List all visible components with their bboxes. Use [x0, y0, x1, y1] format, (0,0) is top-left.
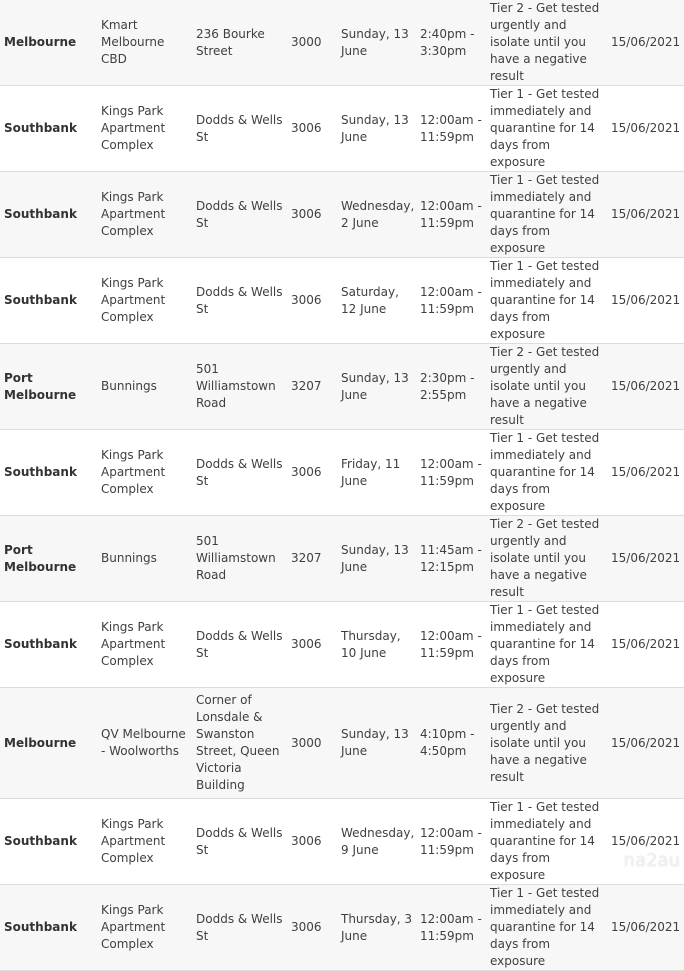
address-cell: Dodds & Wells St — [192, 258, 287, 344]
site-cell: Kings Park Apartment Complex — [97, 885, 192, 971]
suburb-cell: Melbourne — [0, 0, 97, 86]
exposure-time-cell: 12:00am - 11:59pm — [416, 885, 486, 971]
health-advice-cell: Tier 1 - Get tested immediately and quarantine for 14 days from exposure — [486, 172, 607, 258]
postcode-cell: 3006 — [287, 258, 337, 344]
exposure-time-cell: 4:10pm - 4:50pm — [416, 688, 486, 799]
exposure-time-cell: 2:30pm - 2:55pm — [416, 344, 486, 430]
exposure-date-cell: Wednesday, 9 June — [337, 799, 416, 885]
table-row — [0, 344, 684, 430]
date-added-cell: 15/06/2021 — [607, 258, 684, 344]
postcode-cell: 3006 — [287, 799, 337, 885]
address-cell: Dodds & Wells St — [192, 172, 287, 258]
table-row — [0, 688, 684, 799]
address-cell: Dodds & Wells St — [192, 602, 287, 688]
exposure-date-cell: Saturday, 12 June — [337, 258, 416, 344]
postcode-cell: 3207 — [287, 516, 337, 602]
exposure-time-cell: 12:00am - 11:59pm — [416, 86, 486, 172]
suburb-cell: Southbank — [0, 86, 97, 172]
postcode-cell: 3006 — [287, 172, 337, 258]
exposure-time-cell: 12:00am - 11:59pm — [416, 172, 486, 258]
health-advice-cell: Tier 1 - Get tested immediately and quarantine for 14 days from exposure — [486, 885, 607, 971]
date-added-cell: 15/06/2021 — [607, 602, 684, 688]
exposure-time-cell: 2:40pm - 3:30pm — [416, 0, 486, 86]
site-cell: Kings Park Apartment Complex — [97, 430, 192, 516]
exposure-date-cell: Friday, 11 June — [337, 430, 416, 516]
address-cell: Dodds & Wells St — [192, 86, 287, 172]
table-row — [0, 258, 684, 344]
health-advice-cell: Tier 1 - Get tested immediately and quarantine for 14 days from exposure — [486, 430, 607, 516]
health-advice-cell: Tier 1 - Get tested immediately and quarantine for 14 days from exposure — [486, 258, 607, 344]
exposure-date-cell: Sunday, 13 June — [337, 86, 416, 172]
exposure-date-cell: Sunday, 13 June — [337, 0, 416, 86]
site-cell: Kmart Melbourne CBD — [97, 0, 192, 86]
date-added-cell: 15/06/2021 — [607, 688, 684, 799]
site-cell: Bunnings — [97, 516, 192, 602]
exposure-date-cell: Sunday, 13 June — [337, 516, 416, 602]
postcode-cell: 3006 — [287, 602, 337, 688]
postcode-cell: 3006 — [287, 86, 337, 172]
address-cell: 236 Bourke Street — [192, 0, 287, 86]
suburb-cell: Southbank — [0, 602, 97, 688]
postcode-cell: 3006 — [287, 430, 337, 516]
date-added-cell: 15/06/2021 — [607, 516, 684, 602]
site-cell: Kings Park Apartment Complex — [97, 258, 192, 344]
site-cell: Kings Park Apartment Complex — [97, 172, 192, 258]
suburb-cell: Southbank — [0, 430, 97, 516]
table-row — [0, 430, 684, 516]
table-row — [0, 799, 684, 885]
suburb-cell: Southbank — [0, 258, 97, 344]
site-cell: Kings Park Apartment Complex — [97, 86, 192, 172]
address-cell: Dodds & Wells St — [192, 885, 287, 971]
exposure-time-cell: 12:00am - 11:59pm — [416, 602, 486, 688]
suburb-cell: Southbank — [0, 799, 97, 885]
health-advice-cell: Tier 2 - Get tested urgently and isolate until you have a negative result — [486, 0, 607, 86]
exposure-date-cell: Wednesday, 2 June — [337, 172, 416, 258]
date-added-cell: 15/06/2021 — [607, 0, 684, 86]
health-advice-cell: Tier 2 - Get tested urgently and isolate until you have a negative result — [486, 344, 607, 430]
address-cell: 501 Williamstown Road — [192, 516, 287, 602]
suburb-cell: Port Melbourne — [0, 344, 97, 430]
watermark-text: na2au — [624, 850, 680, 871]
suburb-cell: Melbourne — [0, 688, 97, 799]
postcode-cell: 3000 — [287, 0, 337, 86]
exposure-time-cell: 12:00am - 11:59pm — [416, 258, 486, 344]
date-added-cell: 15/06/2021 — [607, 172, 684, 258]
site-cell: QV Melbourne - Woolworths — [97, 688, 192, 799]
health-advice-cell: Tier 1 - Get tested immediately and quarantine for 14 days from exposure — [486, 799, 607, 885]
date-added-cell: 15/06/2021 — [607, 799, 684, 885]
exposure-date-cell: Sunday, 13 June — [337, 344, 416, 430]
address-cell: Dodds & Wells St — [192, 799, 287, 885]
date-added-cell: 15/06/2021 — [607, 430, 684, 516]
postcode-cell: 3000 — [287, 688, 337, 799]
exposure-date-cell: Sunday, 13 June — [337, 688, 416, 799]
table-row — [0, 86, 684, 172]
health-advice-cell: Tier 2 - Get tested urgently and isolate until you have a negative result — [486, 688, 607, 799]
health-advice-cell: Tier 1 - Get tested immediately and quarantine for 14 days from exposure — [486, 602, 607, 688]
date-added-cell: 15/06/2021 — [607, 344, 684, 430]
address-cell: Dodds & Wells St — [192, 430, 287, 516]
table-row — [0, 516, 684, 602]
table-row — [0, 0, 684, 86]
site-cell: Kings Park Apartment Complex — [97, 602, 192, 688]
postcode-cell: 3006 — [287, 885, 337, 971]
date-added-cell: 15/06/2021 — [607, 86, 684, 172]
suburb-cell: Southbank — [0, 885, 97, 971]
address-cell: 501 Williamstown Road — [192, 344, 287, 430]
health-advice-cell: Tier 2 - Get tested urgently and isolate until you have a negative result — [486, 516, 607, 602]
health-advice-cell: Tier 1 - Get tested immediately and quarantine for 14 days from exposure — [486, 86, 607, 172]
date-added-cell: 15/06/2021 — [607, 885, 684, 971]
postcode-cell: 3207 — [287, 344, 337, 430]
exposure-time-cell: 12:00am - 11:59pm — [416, 799, 486, 885]
exposure-date-cell: Thursday, 3 June — [337, 885, 416, 971]
exposure-time-cell: 11:45am - 12:15pm — [416, 516, 486, 602]
exposure-time-cell: 12:00am - 11:59pm — [416, 430, 486, 516]
exposure-date-cell: Thursday, 10 June — [337, 602, 416, 688]
suburb-cell: Southbank — [0, 172, 97, 258]
table-row — [0, 885, 684, 971]
address-cell: Corner of Lonsdale & Swanston Street, Queen Victoria Building — [192, 688, 287, 799]
table-row — [0, 172, 684, 258]
table-row — [0, 602, 684, 688]
suburb-cell: Port Melbourne — [0, 516, 97, 602]
site-cell: Bunnings — [97, 344, 192, 430]
site-cell: Kings Park Apartment Complex — [97, 799, 192, 885]
